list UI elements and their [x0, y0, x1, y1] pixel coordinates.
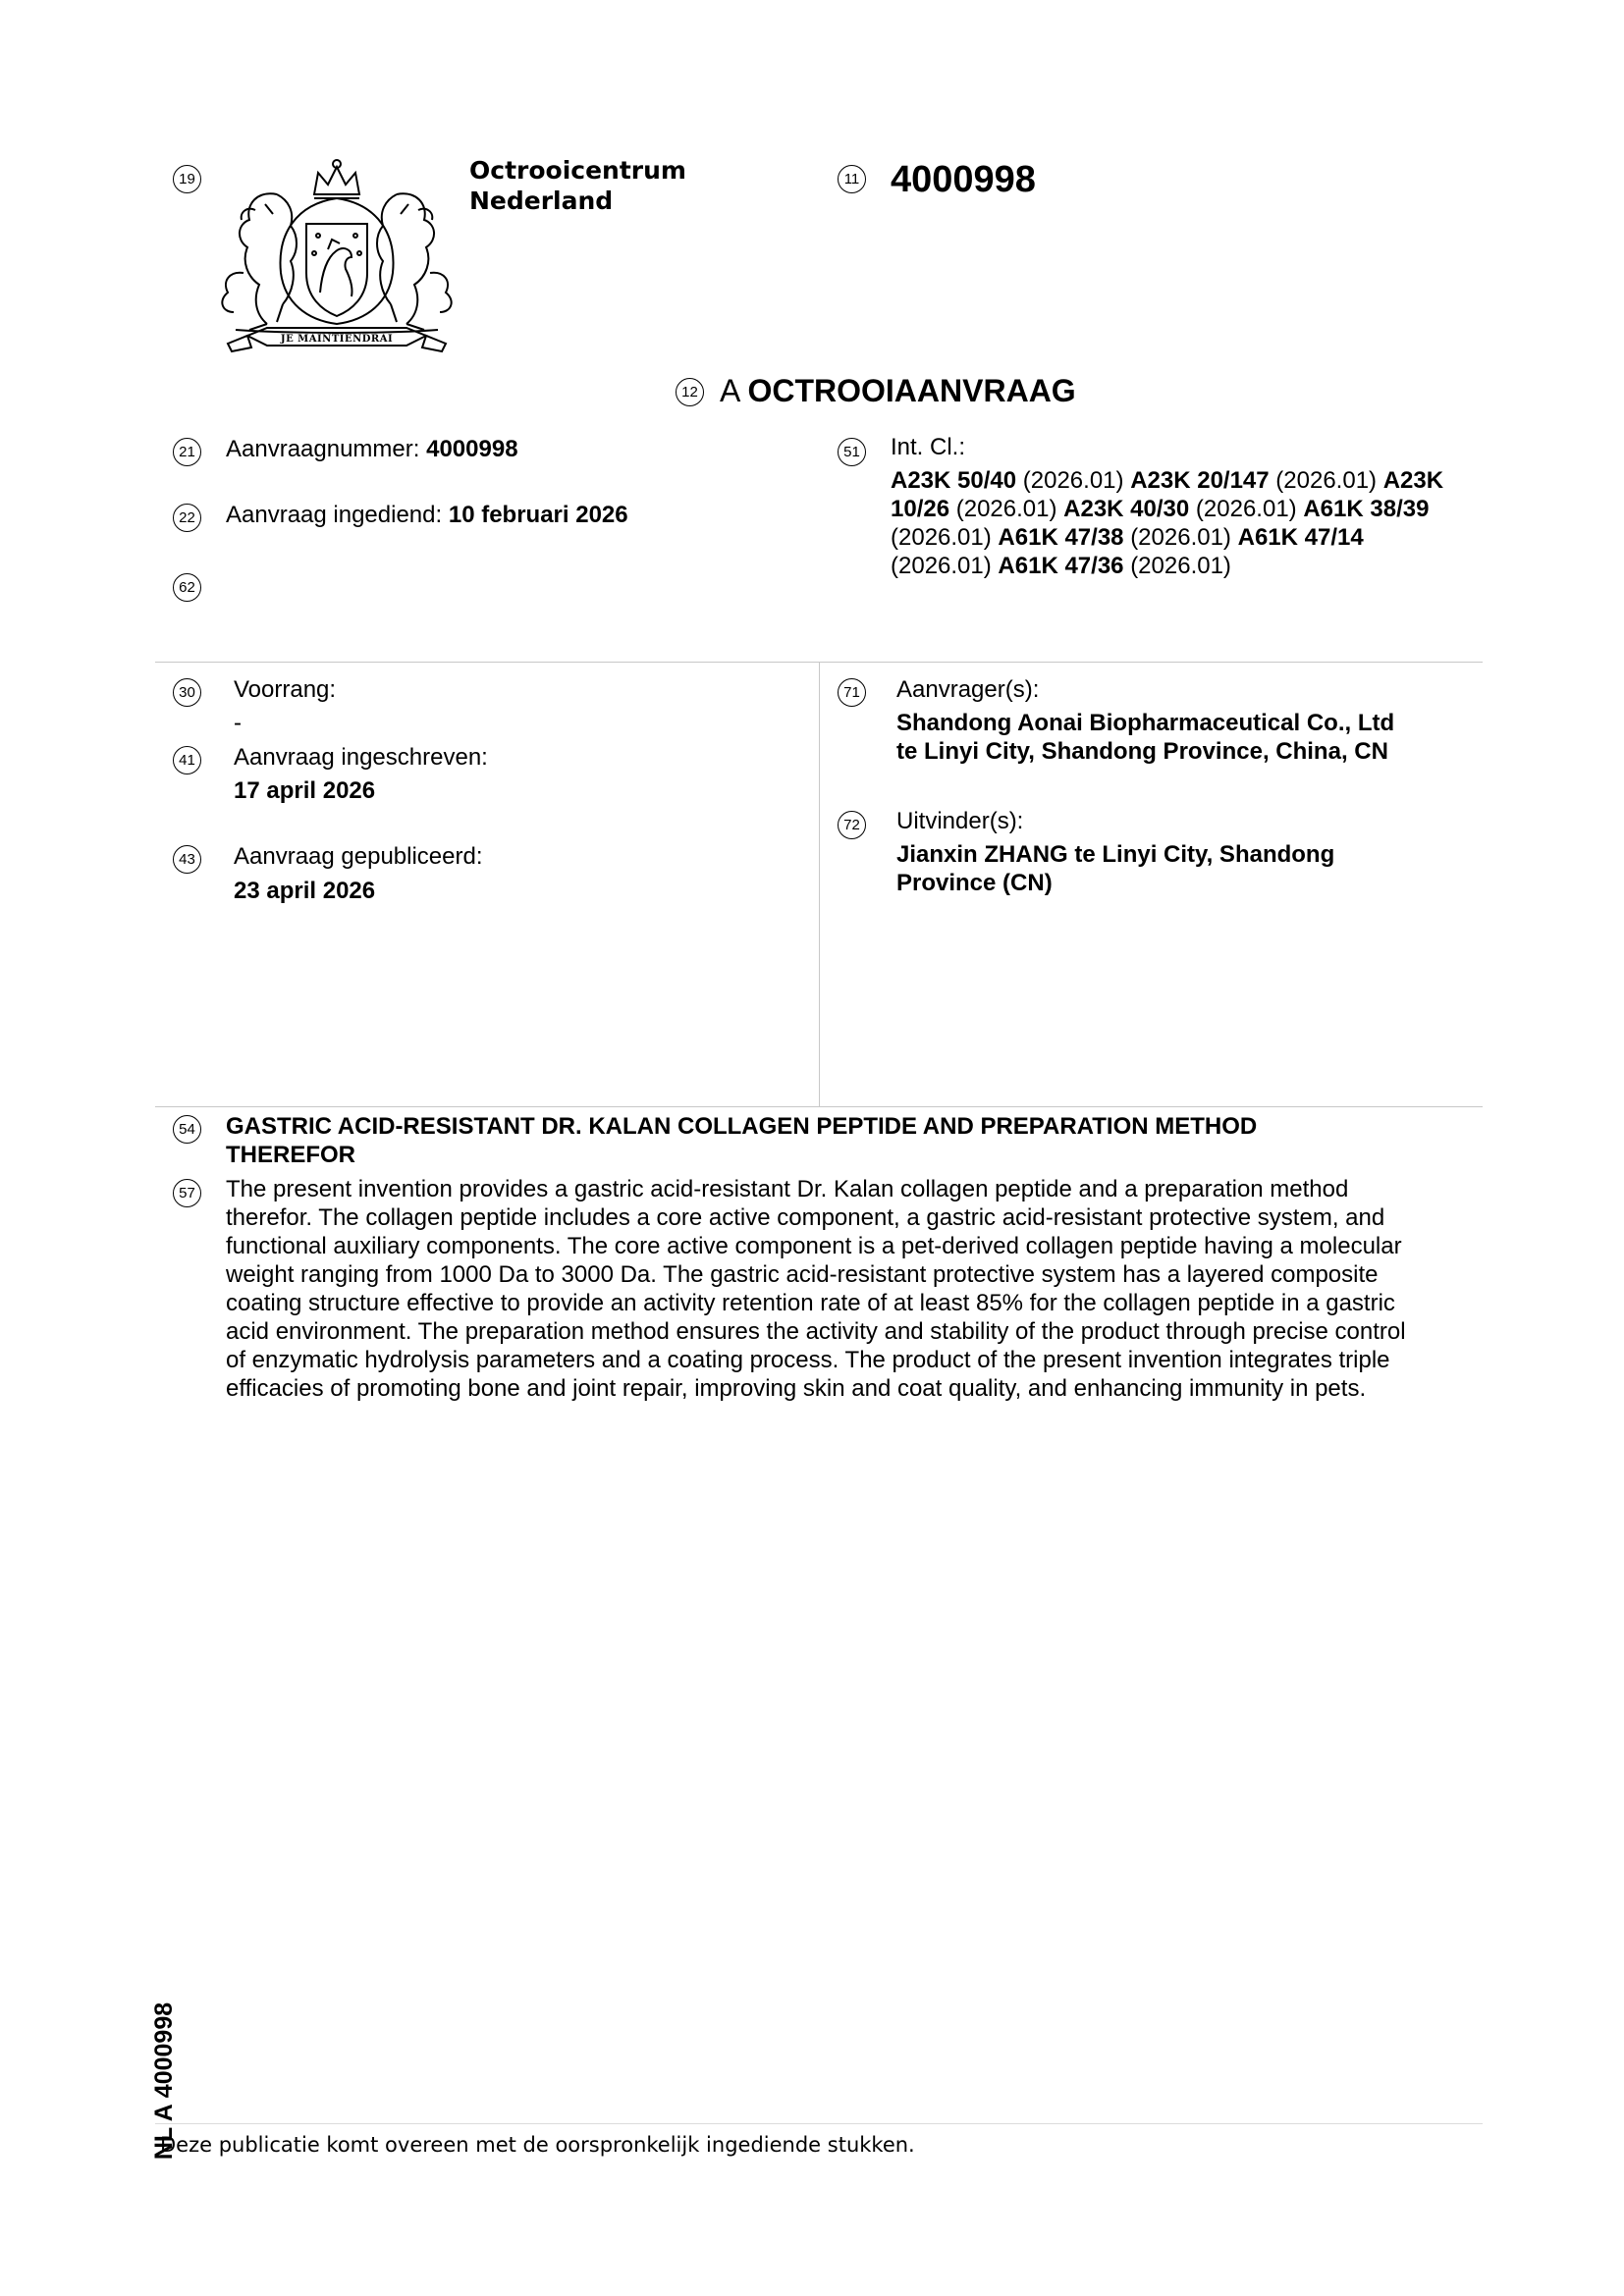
- applicant-label: Aanvrager(s):: [896, 676, 1040, 703]
- published-label: Aanvraag gepubliceerd:: [234, 843, 483, 870]
- inid-code-11: 11: [838, 165, 866, 193]
- application-number-value: 4000998: [426, 436, 518, 462]
- inid-code-12: 12: [676, 378, 704, 406]
- classification-code: A23K 50/40: [891, 467, 1017, 494]
- classification-date: (2026.01): [891, 524, 992, 551]
- classification-code: A23K 40/30: [1063, 496, 1190, 522]
- classification-date: (2026.01): [1195, 496, 1297, 522]
- applicant-line-2: te Linyi City, Shandong Province, China, CN: [896, 738, 1388, 765]
- inid-code-43: 43: [173, 845, 201, 874]
- published-date: 23 april 2026: [234, 878, 376, 904]
- classification-codes: [891, 466, 1489, 580]
- abstract-line: coating structure effective to provide an activity retention rate of at least 85% for the collagen peptide in a gastric: [226, 1290, 1395, 1316]
- classification-code: A61K 47/38: [998, 524, 1124, 551]
- inid-code-19: 19: [173, 165, 201, 193]
- application-filed-label: Aanvraag ingediend:: [226, 502, 443, 528]
- classification-line-4: [891, 552, 1489, 580]
- inid-code-21: 21: [173, 438, 201, 466]
- inid-code-41: 41: [173, 746, 201, 774]
- classification-line-2: [891, 495, 1489, 523]
- application-filed-value: 10 februari 2026: [448, 502, 628, 528]
- inid-code-71: 71: [838, 678, 866, 707]
- document-kind: [720, 371, 1076, 410]
- classification-date: (2026.01): [1275, 467, 1378, 494]
- priority-label: Voorrang:: [234, 676, 337, 703]
- classification-code: A23K 20/147: [1130, 467, 1270, 494]
- application-number: [226, 435, 518, 463]
- coat-of-arms-logo: [208, 155, 465, 353]
- classification-date: (2026.01): [891, 553, 992, 579]
- abstract-line: of enzymatic hydrolysis parameters and a coating process. The product of the present invention integrates triple: [226, 1347, 1390, 1373]
- classification-date: (2026.01): [955, 496, 1057, 522]
- abstract-line: efficacies of promoting bone and joint repair, improving skin and coat quality, and enhancing immunity in pets.: [226, 1375, 1367, 1402]
- applicant-line-1: Shandong Aonai Biopharmaceutical Co., Ltd: [896, 710, 1395, 736]
- classification-date: (2026.01): [1130, 524, 1231, 551]
- footer-note: Deze publicatie komt overeen met de oorspronkelijk ingediende stukken.: [160, 2133, 915, 2157]
- registered-date: 17 april 2026: [234, 777, 376, 804]
- classification-line-3: [891, 523, 1489, 552]
- abstract: [226, 1175, 1406, 1403]
- document-kind-letter: A: [720, 373, 739, 408]
- inid-code-30: 30: [173, 678, 201, 707]
- registered-label: Aanvraag ingeschreven:: [234, 744, 488, 771]
- patent-office-name-line-1: Octrooicentrum: [469, 156, 686, 185]
- inventor-line-1: Jianxin ZHANG te Linyi City, Shandong: [896, 841, 1335, 868]
- coat-of-arms-motto: JE MAINTIENDRAI: [280, 334, 394, 345]
- footer-divider: [155, 2123, 1483, 2124]
- abstract-line: acid environment. The preparation method ensures the activity and stability of the product through precise control: [226, 1318, 1406, 1345]
- patent-office-name: [469, 155, 686, 216]
- abstract-line: weight ranging from 1000 Da to 3000 Da. The gastric acid-resistant protective system has a layered composite: [226, 1261, 1379, 1288]
- inid-code-54: 54: [173, 1115, 201, 1144]
- abstract-line: therefor. The collagen peptide includes a core active component, a gastric acid-resistant protective system, and: [226, 1204, 1385, 1231]
- classification-date: (2026.01): [1130, 553, 1231, 579]
- classification-code: A61K 47/14: [1237, 524, 1364, 551]
- inid-code-22: 22: [173, 504, 201, 532]
- inventor-name: [896, 840, 1334, 897]
- document-kind-title: OCTROOIAANVRAAG: [747, 373, 1076, 408]
- classification-line-1: [891, 466, 1489, 495]
- application-number-label: Aanvraagnummer:: [226, 436, 420, 462]
- invention-title-line-2: THEREFOR: [226, 1142, 355, 1168]
- applicant-name: [896, 709, 1394, 766]
- publication-number: 4000998: [891, 159, 1036, 200]
- inid-code-62: 62: [173, 573, 201, 602]
- classification-code: A61K 47/36: [998, 553, 1124, 579]
- section-divider-vertical: [819, 662, 820, 1106]
- classification-code: 10/26: [891, 496, 950, 522]
- classification-label: Int. Cl.:: [891, 434, 966, 460]
- classification-code: A61K 38/39: [1303, 496, 1430, 522]
- classification-date: (2026.01): [1022, 467, 1124, 494]
- application-filed-date: [226, 501, 628, 529]
- abstract-line: functional auxiliary components. The core active component is a pet-derived collagen peptide having a molecular: [226, 1233, 1402, 1259]
- section-divider-bottom: [155, 1106, 1483, 1107]
- invention-title: [226, 1112, 1257, 1169]
- patent-office-name-line-2: Nederland: [469, 187, 614, 215]
- abstract-line: The present invention provides a gastric acid-resistant Dr. Kalan collagen peptide and a preparation method: [226, 1176, 1349, 1202]
- inventor-line-2: Province (CN): [896, 870, 1053, 896]
- side-publication-code: NL A 4000998: [150, 2002, 178, 2161]
- priority-value: -: [234, 710, 242, 736]
- classification-code: A23K: [1382, 467, 1444, 494]
- invention-title-line-1: GASTRIC ACID-RESISTANT DR. KALAN COLLAGEN PEPTIDE AND PREPARATION METHOD: [226, 1113, 1258, 1140]
- inid-code-72: 72: [838, 811, 866, 839]
- inid-code-51: 51: [838, 438, 866, 466]
- inid-code-57: 57: [173, 1179, 201, 1207]
- inventor-label: Uitvinder(s):: [896, 808, 1024, 834]
